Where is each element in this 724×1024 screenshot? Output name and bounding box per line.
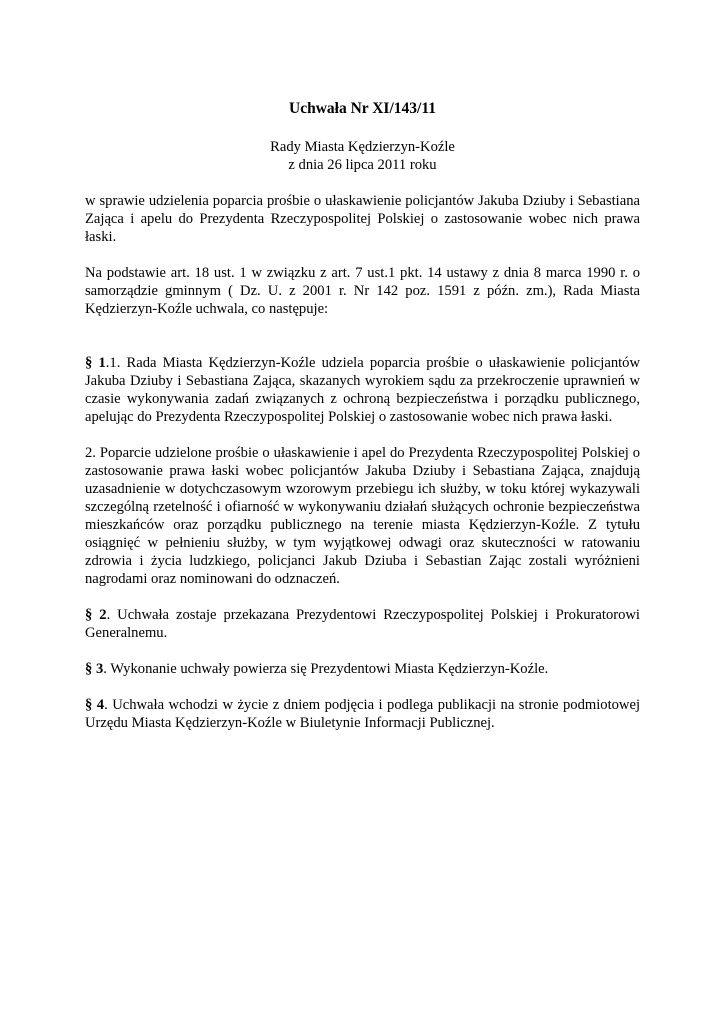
legal-basis-paragraph: Na podstawie art. 18 ust. 1 w związku z art. 7 ust.1 pkt. 14 ustawy z dnia 8 marca 1990 r. o samorządzie gminnym ( Dz. U. z 2001 r. Nr 142 poz. 1591 z późn. zm.), Rada Miasta Kędzierzyn-Koźle uchwala, co następuje:	[85, 265, 640, 317]
document-header	[85, 138, 640, 174]
date-line: z dnia 26 lipca 2011 roku	[288, 157, 437, 173]
issuer-line: Rady Miasta Kędzierzyn-Koźle	[270, 139, 455, 155]
section-2-text: . Uchwała zostaje przekazana Prezydentowi Rzeczypospolitej Polskiej i Prokuratorowi Generalnemu.	[85, 607, 640, 641]
section-3-mark: § 3	[85, 661, 104, 677]
section-4-paragraph	[85, 696, 640, 732]
section-1-point-2-paragraph	[85, 444, 640, 588]
document-title: Uchwała Nr XI/143/11	[289, 100, 436, 117]
subject-paragraph: w sprawie udzielenia poparcia prośbie o ułaskawienie policjantów Jakuba Dziuby i Sebastiana Zająca i apelu do Prezydenta Rzeczypospolitej Polskiej o zastosowanie wobec nich prawa łaski.	[85, 193, 640, 245]
section-3-paragraph	[85, 660, 640, 678]
section-1-mark: § 1	[85, 355, 106, 371]
section-3-text: . Wykonanie uchwały powierza się Prezydentowi Miasta Kędzierzyn-Koźle.	[103, 661, 549, 677]
section-2-mark: § 2	[85, 607, 107, 623]
section-1-point-2-text: 2. Poparcie udzielone prośbie o ułaskawienie i apel do Prezydenta Rzeczypospolitej Polskiej o zastosowanie prawa łaski wobec policjantów Jakuba Dziuby i Sebastiana Zająca, znajdują uzasadnienie w dotychczasowym wzorowym przebiegu ich służby, w toku której wykazywali szczególną rzetelność i ofiarność w wykonywaniu działań służących ochronie bezpieczeństwa mieszkańców oraz porządku publicznego na terenie miasta Kędzierzyn-Koźle. Z tytułu osiągnięć w pełnieniu służby, w tym wyjątkowej odwagi oraz skuteczności w ratowaniu zdrowia i życia ludzkiego, policjanci Jakub Dziuba i Sebastian Zając zostali wyróżnieni nagrodami oraz nominowani do odznaczeń.	[85, 445, 640, 587]
document-page	[85, 100, 640, 750]
section-1-paragraph	[85, 354, 640, 426]
section-4-mark: § 4	[85, 697, 105, 713]
section-1-text: .1. Rada Miasta Kędzierzyn-Koźle udziela poparcia prośbie o ułaskawienie policjantów Jakuba Dziuby i Sebastiana Zająca, skazanych wyrokiem sądu za przekroczenie uprawnień w czasie wykonywania zadań związanych z ochroną bezpieczeństwa i porządku publicznego, apelując do Prezydenta Rzeczypospolitej Polskiej o zastosowanie wobec nich prawa łaski.	[85, 355, 641, 425]
section-2-paragraph	[85, 606, 640, 642]
section-4-text: . Uchwała wchodzi w życie z dniem podjęcia i podlega publikacji na stronie podmiotowej Urzędu Miasta Kędzierzyn-Koźle w Biuletynie Informacji Publicznej.	[85, 697, 640, 731]
